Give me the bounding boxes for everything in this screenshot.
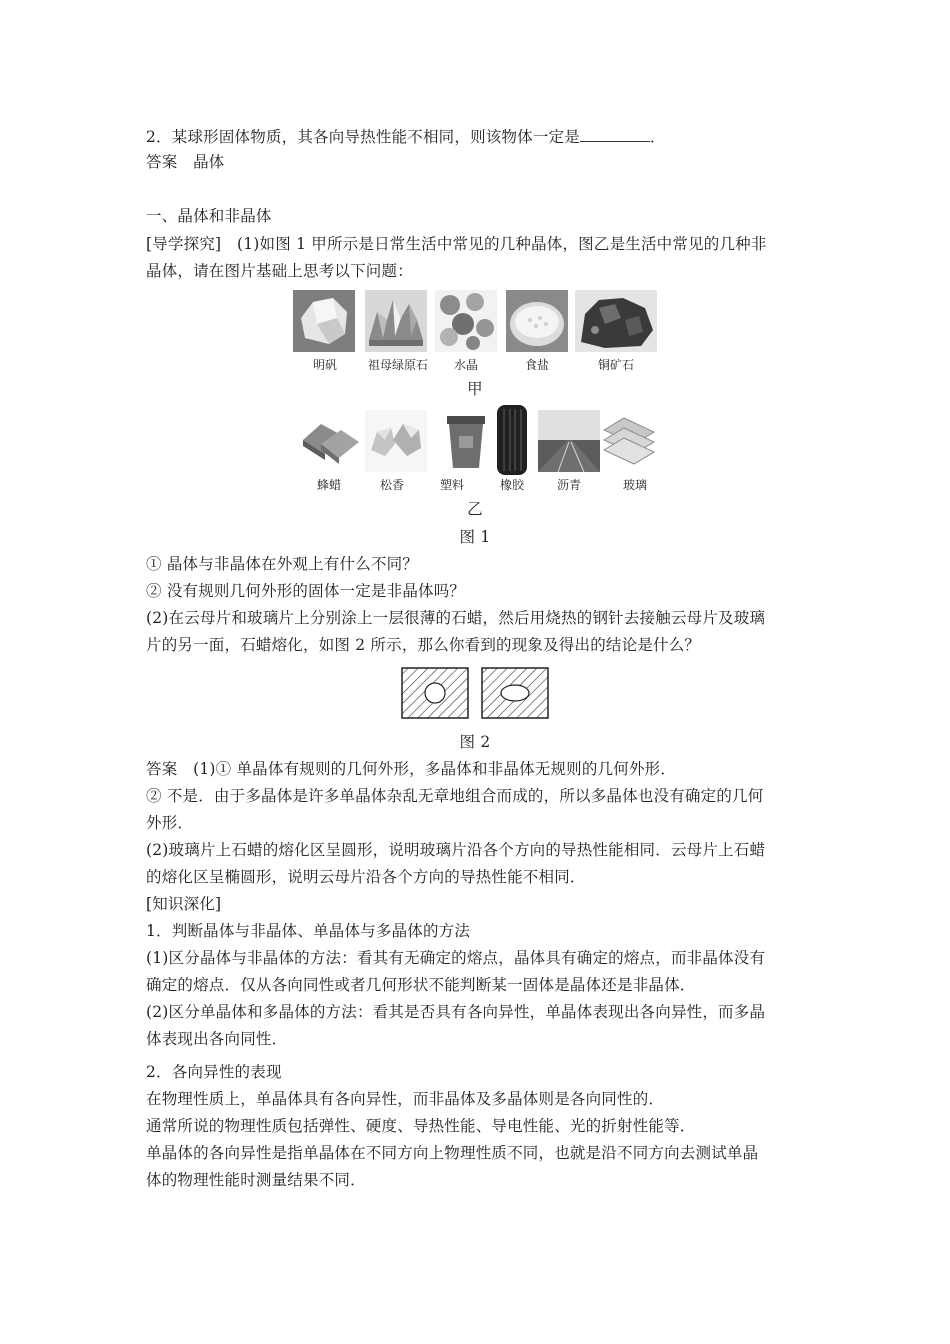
rosin-photo: [365, 410, 427, 472]
label-asphalt: 沥青: [556, 478, 581, 492]
answer-3-line-2: 的熔化区呈椭圆形，说明云母片沿各个方向的导热性能不相同．: [146, 868, 586, 886]
section-title: 一、晶体和非晶体: [146, 207, 272, 225]
knowledge-p1-a-line-2: 确定的熔点．仅从各向同性或者几何形状不能判断某一固体是晶体还是非晶体．: [146, 976, 696, 994]
melt-ellipse: [501, 685, 529, 701]
figure-2-caption: 图 2: [459, 733, 491, 751]
label-beeswax: 蜂蜡: [316, 478, 341, 492]
beeswax-photo: [299, 410, 361, 472]
question-2-text: 2．某球形固体物质，其各向导热性能不相同，则该物体一定是: [146, 128, 580, 146]
figure-1-caption: 图 1: [459, 528, 491, 546]
knowledge-p1-b-line-1: (2)区分单晶体和多晶体的方法：看其是否具有各向异性，单晶体表现出各向异性，而多晶: [146, 1003, 766, 1021]
guide-line-2: 晶体，请在图片基础上思考以下问题：: [146, 262, 413, 280]
crystal-gems-photo: [435, 290, 497, 352]
answer-blank: [580, 127, 650, 142]
label-rosin: 松香: [379, 478, 404, 492]
salt-bowl-photo: [506, 290, 568, 352]
knowledge-p1-title: 1．判断晶体与非晶体、单晶体与多晶体的方法: [146, 922, 471, 940]
answer-1: 答案 (1)① 单晶体有规则的几何外形，多晶体和非晶体无规则的几何外形．: [146, 760, 677, 778]
rubber-tire-photo: [497, 405, 527, 475]
plastic-bin-photo: [435, 410, 497, 472]
caption-jia: 甲: [467, 380, 483, 398]
question-2: [146, 126, 816, 148]
knowledge-p2-line-2: 通常所说的物理性质包括弹性、硬度、导热性能、导电性能、光的折射性能等．: [146, 1117, 696, 1135]
label-alum: 明矾: [312, 358, 337, 372]
knowledge-title: [知识深化]: [146, 895, 222, 913]
knowledge-p2-line-3: 单晶体的各向异性是指单晶体在不同方向上物理性质不同，也就是沿不同方向去测试单晶: [146, 1144, 759, 1162]
figure-2-diagram: [400, 666, 550, 722]
knowledge-p2-line-1: 在物理性质上，单晶体具有各向异性，而非晶体及多晶体则是各向同性的．: [146, 1090, 665, 1108]
knowledge-p1-a-line-1: (1)区分晶体与非晶体的方法：看其有无确定的熔点，晶体具有确定的熔点，而非晶体没有: [146, 949, 766, 967]
question-1-2: ② 没有规则几何外形的固体一定是非晶体吗？: [146, 582, 466, 600]
question-2-answer: 答案 晶体: [146, 153, 225, 171]
alum-crystal-photo: [293, 290, 355, 352]
question-2-line-2: 片的另一面，石蜡熔化，如图 2 所示，那么你看到的现象及得出的结论是什么？: [146, 636, 701, 654]
question-2-end: ．: [649, 128, 666, 146]
caption-yi: 乙: [467, 500, 483, 518]
label-crystal: 水晶: [453, 358, 478, 372]
label-rubber: 橡胶: [499, 478, 524, 492]
emerald-ore-photo: [365, 290, 427, 352]
knowledge-p1-b-line-2: 体表现出各向同性．: [146, 1030, 288, 1048]
answer-2-line-1: ② 不是．由于多晶体是许多单晶体杂乱无章地组合而成的，所以多晶体也没有确定的几何: [146, 787, 764, 805]
label-emerald: 祖母绿原石: [367, 358, 428, 372]
glass-panes-photo: [600, 410, 658, 472]
copper-ore-photo: [575, 290, 657, 352]
label-copper-ore: 铜矿石: [597, 358, 634, 372]
knowledge-p2-title: 2．各向异性的表现: [146, 1063, 282, 1081]
answer-2-line-2: 外形．: [146, 814, 194, 832]
asphalt-road-photo: [538, 410, 600, 472]
melt-circle: [425, 683, 445, 703]
question-1-1: ① 晶体与非晶体在外观上有什么不同？: [146, 555, 419, 573]
label-plastic: 塑料: [439, 478, 464, 492]
question-2-line-1: (2)在云母片和玻璃片上分别涂上一层很薄的石蜡，然后用烧热的钢针去接触云母片及玻璃: [146, 609, 766, 627]
answer-3-line-1: (2)玻璃片上石蜡的熔化区呈圆形，说明玻璃片沿各个方向的导热性能相同．云母片上石蜡: [146, 841, 766, 859]
knowledge-p2-line-4: 体的物理性能时测量结果不同．: [146, 1171, 366, 1189]
guide-line-1: [导学探究] (1)如图 1 甲所示是日常生活中常见的几种晶体，图乙是生活中常见的几种非: [146, 235, 767, 253]
label-salt: 食盐: [524, 358, 549, 372]
label-glass: 玻璃: [622, 478, 647, 492]
